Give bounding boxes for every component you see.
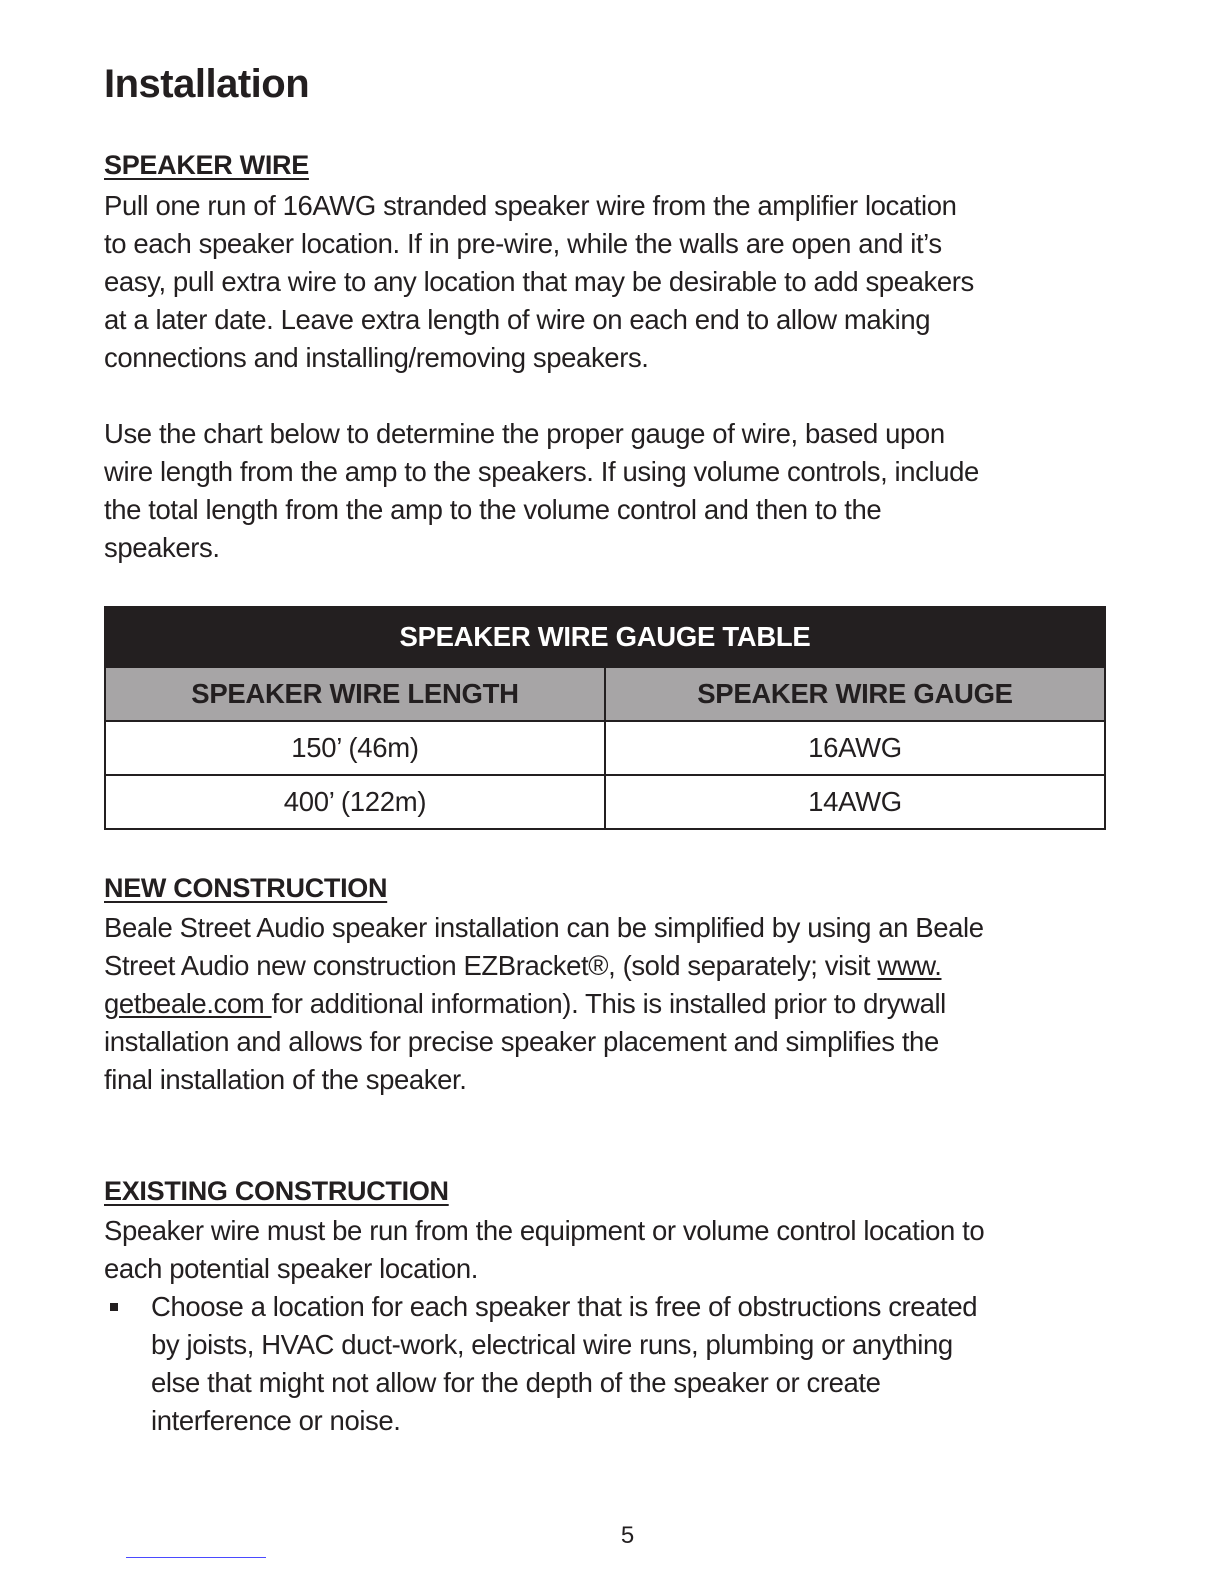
table-row <box>105 721 1105 775</box>
text-line: to each speaker location. If in pre-wire, while the walls are open and it’s <box>104 228 942 259</box>
new-construction-heading: NEW CONSTRUCTION <box>104 873 388 903</box>
table-cell-length: 400’ (122m) <box>105 775 605 829</box>
new-construction-paragraph <box>104 909 1114 1099</box>
text-line: easy, pull extra wire to any location that may be desirable to add speakers <box>104 266 974 297</box>
text-line: at a later date. Leave extra length of wire on each end to allow making <box>104 304 931 335</box>
page-title: Installation <box>104 62 310 106</box>
table-title: SPEAKER WIRE GAUGE TABLE <box>105 607 1105 667</box>
page-number: 5 <box>620 1522 635 1549</box>
existing-construction-heading: EXISTING CONSTRUCTION <box>104 1176 449 1206</box>
existing-construction-bullet-list <box>104 1288 1114 1440</box>
text-line: for additional information). This is installed prior to drywall <box>271 988 946 1019</box>
text-line: else that might not allow for the depth of the speaker or create <box>151 1367 881 1398</box>
column-header-gauge: SPEAKER WIRE GAUGE <box>605 667 1105 721</box>
text-line: Use the chart below to determine the proper gauge of wire, based upon <box>104 418 945 449</box>
text-line: speakers. <box>104 532 220 563</box>
text-line: final installation of the speaker. <box>104 1064 467 1095</box>
text-line: wire length from the amp to the speakers. If using volume controls, include <box>104 456 979 487</box>
website-link-part-1: www. <box>877 950 942 981</box>
text-line: interference or noise. <box>151 1405 401 1436</box>
table-cell-length: 150’ (46m) <box>105 721 605 775</box>
column-header-length: SPEAKER WIRE LENGTH <box>105 667 605 721</box>
list-item <box>104 1288 1114 1440</box>
text-line: Beale Street Audio speaker installation can be simplified by using an Beale <box>104 912 984 943</box>
text-line: installation and allows for precise speaker placement and simplifies the <box>104 1026 939 1057</box>
speaker-wire-heading: SPEAKER WIRE <box>104 150 309 180</box>
table-row <box>105 775 1105 829</box>
speaker-wire-gauge-table <box>104 606 1106 830</box>
text-line: connections and installing/removing speakers. <box>104 342 649 373</box>
speaker-wire-paragraph-2 <box>104 415 1114 567</box>
text-line: by joists, HVAC duct-work, electrical wire runs, plumbing or anything <box>151 1329 953 1360</box>
text-line: each potential speaker location. <box>104 1253 478 1284</box>
text-line: the total length from the amp to the volume control and then to the <box>104 494 882 525</box>
table-cell-gauge: 16AWG <box>605 721 1105 775</box>
text-line: Speaker wire must be run from the equipment or volume control location to <box>104 1215 985 1246</box>
website-link-part-2: getbeale.com <box>104 988 272 1019</box>
square-bullet-icon <box>110 1303 118 1311</box>
existing-construction-paragraph <box>104 1212 1114 1288</box>
speaker-wire-paragraph-1 <box>104 187 1114 377</box>
text-line: Pull one run of 16AWG stranded speaker wire from the amplifier location <box>104 190 957 221</box>
text-line: Street Audio new construction EZBracket®, (sold separately; visit <box>104 950 878 981</box>
text-line: Choose a location for each speaker that is free of obstructions created <box>151 1291 978 1322</box>
table-cell-gauge: 14AWG <box>605 775 1105 829</box>
footer-rule <box>126 1557 266 1558</box>
